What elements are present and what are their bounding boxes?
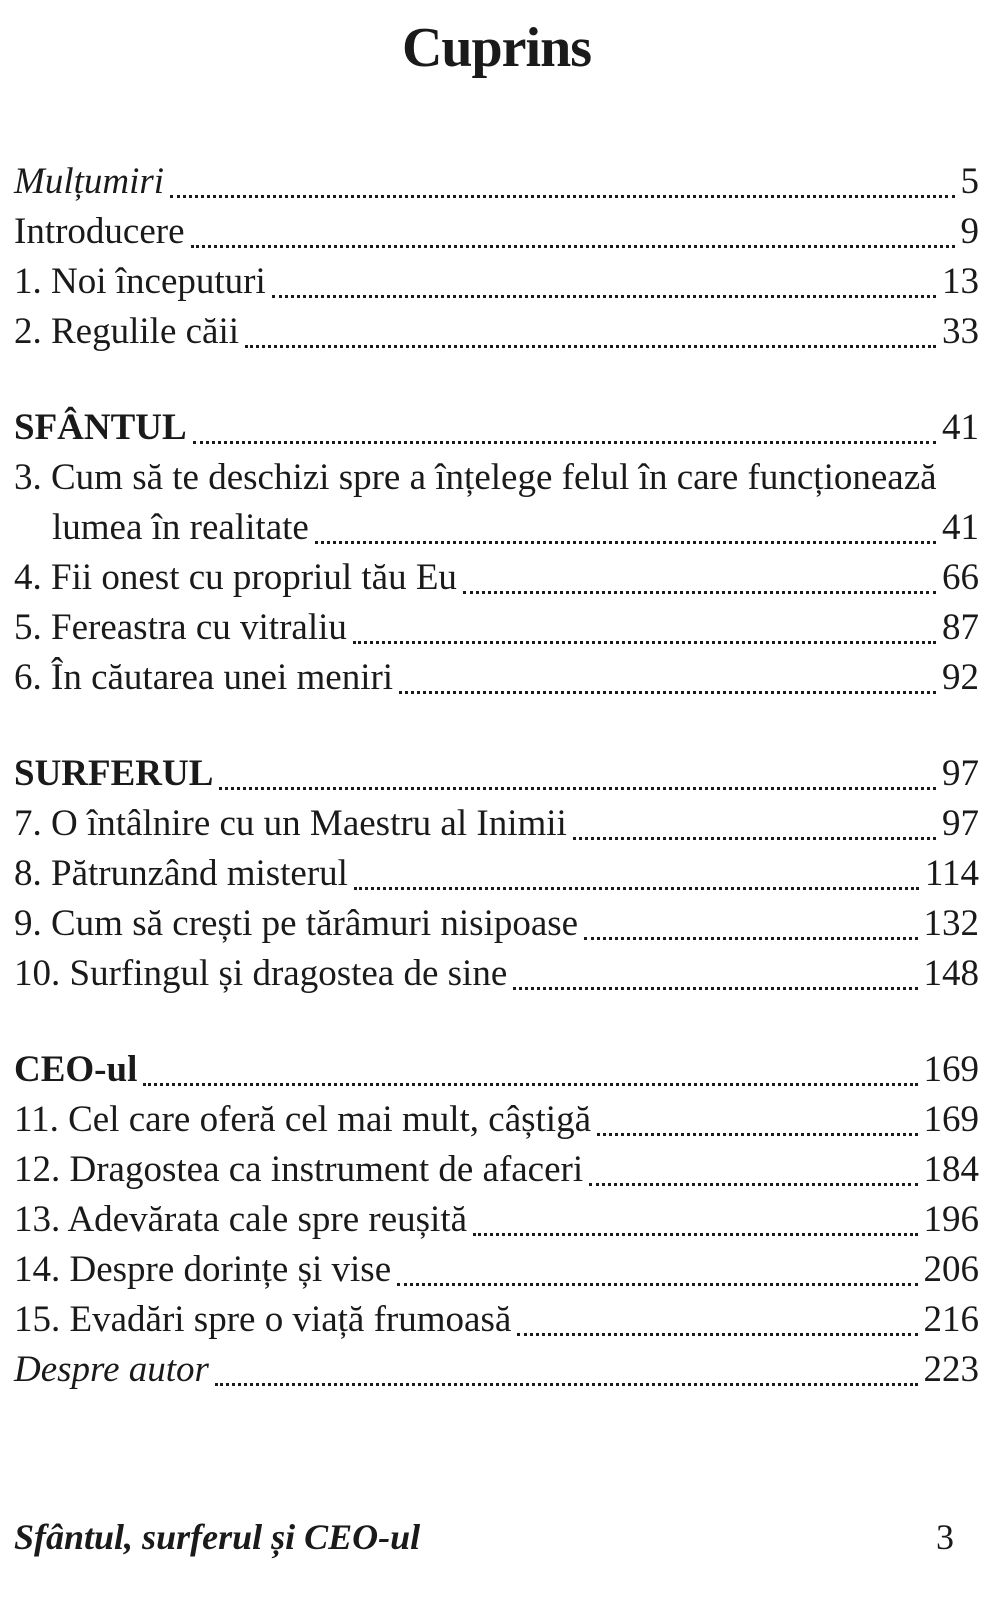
toc-section-surferul[interactable] [14,749,979,799]
toc-entry-chapter-5[interactable] [14,603,979,653]
toc-entry-page: 169 [923,1049,979,1090]
toc-entry-page: 87 [942,607,979,648]
toc-entry-page: 148 [923,953,979,994]
toc-section-label: SURFERUL [14,753,214,794]
toc-section-sfantul[interactable] [14,403,979,453]
toc-entry-chapter-2[interactable] [14,307,979,357]
toc-entry-page: 41 [942,507,979,548]
dot-leader [517,1333,917,1336]
toc-entry-chapter-6[interactable] [14,653,979,703]
dot-leader [589,1183,917,1186]
toc-entry-label: 10. Surfingul și dragostea de sine [14,953,508,994]
toc-entry-chapter-1[interactable] [14,257,979,307]
toc-entry-label: Introducere [14,211,185,252]
dot-leader [513,987,917,990]
toc-entry-chapter-3[interactable] [14,503,979,553]
toc-entry-introduction[interactable] [14,207,979,257]
dot-leader [353,641,936,644]
toc-entry-chapter-4[interactable] [14,553,979,603]
toc-entry-page: 206 [923,1249,979,1290]
toc-entry-chapter-14[interactable] [14,1245,979,1295]
toc-entry-label: 5. Fereastra cu vitraliu [14,607,347,648]
toc-entry-page: 33 [942,311,979,352]
toc-entry-chapter-13[interactable] [14,1195,979,1245]
dot-leader [397,1283,917,1286]
dot-leader [219,787,936,790]
toc-entry-label: lumea în realitate [52,507,309,548]
toc-entry-acknowledgements[interactable] [14,157,979,207]
toc-entry-page: 184 [923,1149,979,1190]
dot-leader [245,345,936,348]
dot-leader [473,1233,917,1236]
toc-entry-page: 216 [923,1299,979,1340]
page-footer [14,1512,954,1562]
dot-leader [597,1133,917,1136]
dot-leader [193,441,936,444]
toc-entry-page: 5 [960,161,979,202]
toc-entry-label: 14. Despre dorințe și vise [14,1249,392,1290]
dot-leader [170,195,954,198]
toc-entry-page: 132 [923,903,979,944]
toc-entry-label: 13. Adevărata cale spre reușită [14,1199,468,1240]
toc-entry-page: 97 [942,803,979,844]
toc-entry-page: 223 [923,1349,979,1390]
toc-entry-page: 66 [942,557,979,598]
toc-entry-label: 8. Pătrunzând misterul [14,853,348,894]
toc-section-label: SFÂNTUL [14,407,187,448]
footer-book-title: Sfântul, surferul și CEO-ul [14,1517,421,1557]
toc-entry-page: 97 [942,753,979,794]
toc-entry-chapter-15[interactable] [14,1295,979,1345]
toc-entry-label: 1. Noi începuturi [14,261,266,302]
dot-leader [143,1083,917,1086]
table-of-contents [14,157,979,1395]
toc-entry-label: 15. Evadări spre o viață frumoasă [14,1299,512,1340]
dot-leader [573,837,936,840]
dot-leader [354,887,919,890]
toc-entry-page: 169 [923,1099,979,1140]
toc-entry-chapter-12[interactable] [14,1145,979,1195]
dot-leader [584,937,917,940]
dot-leader [272,295,936,298]
page-title: Cuprins [401,17,592,79]
toc-entry-label: Despre autor [14,1349,209,1390]
dot-leader [215,1383,918,1386]
toc-entry-chapter-8[interactable] [14,849,979,899]
toc-entry-label: 4. Fii onest cu propriul tău Eu [14,557,457,598]
toc-entry-page: 92 [942,657,979,698]
footer-page-number: 3 [936,1517,954,1557]
toc-entry-label: 11. Cel care oferă cel mai mult, câștigă [14,1099,592,1140]
dot-leader [315,541,936,544]
toc-entry-label: 7. O întâlnire cu un Maestru al Inimii [14,803,567,844]
toc-entry-label: 2. Regulile căii [14,311,240,352]
toc-entry-page: 13 [942,261,979,302]
toc-entry-about-author[interactable] [14,1345,979,1395]
toc-entry-chapter-7[interactable] [14,799,979,849]
toc-entry-label: 9. Cum să crești pe tărâmuri nisipoase [14,903,579,944]
toc-entry-chapter-10[interactable] [14,949,979,999]
toc-entry-page: 196 [923,1199,979,1240]
dot-leader [399,691,936,694]
toc-section-ceo[interactable] [14,1045,979,1095]
dot-leader [463,591,936,594]
toc-entry-page: 114 [924,853,979,894]
toc-entry-label: Mulțumiri [14,161,165,202]
toc-entry-chapter-3-line1[interactable]: 3. Cum să te deschizi spre a înțelege felul în care funcționează [14,457,937,498]
toc-entry-label: 6. În căutarea unei meniri [14,657,394,698]
toc-entry-chapter-9[interactable] [14,899,979,949]
dot-leader [191,245,955,248]
toc-section-label: CEO-ul [14,1049,138,1090]
toc-entry-page: 9 [960,211,979,252]
toc-entry-page: 41 [942,407,979,448]
toc-entry-chapter-11[interactable] [14,1095,979,1145]
toc-entry-label: 12. Dragostea ca instrument de afaceri [14,1149,584,1190]
